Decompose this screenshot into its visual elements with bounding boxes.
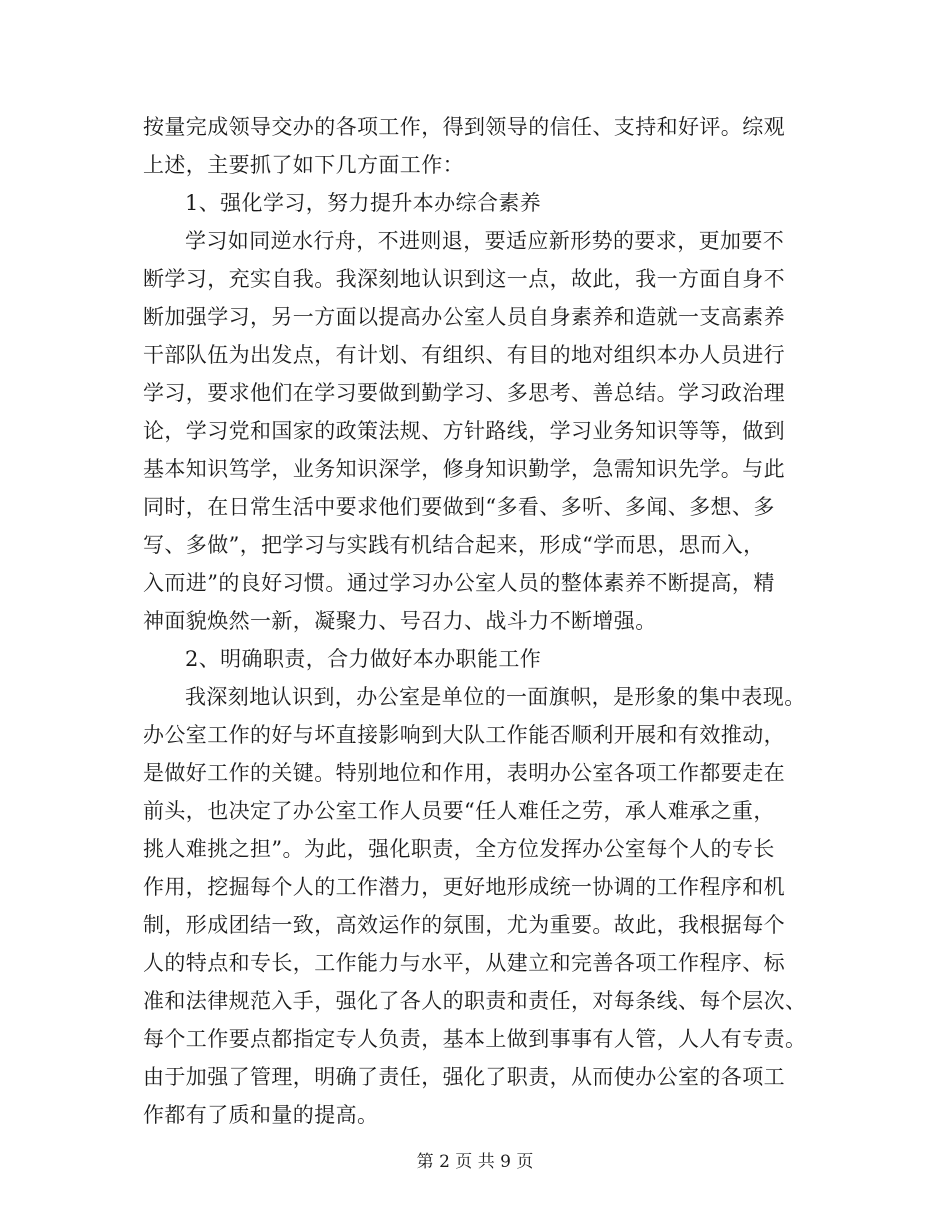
text-line: 干部队伍为出发点，有计划、有组织、有目的地对组织本办人员进行 — [143, 343, 785, 367]
text-line: 人的特点和专长，工作能力与水平，从建立和完善各项工作程序、标 — [143, 951, 785, 975]
text-line: 基本知识笃学，业务知识深学，修身知识勤学，急需知识先学。与此 — [143, 457, 785, 481]
text-line: 办公室工作的好与坏直接影响到大队工作能否顺利开展和有效推动， — [143, 723, 785, 747]
text-line: 同时，在日常生活中要求他们要做到“多看、多听、多闻、多想、多 — [143, 495, 775, 519]
page-number-footer: 第 2 页 共 9 页 — [416, 1152, 534, 1172]
text-line: 准和法律规范入手，强化了各人的职责和责任，对每条线、每个层次、 — [143, 989, 807, 1013]
text-line: 入而进”的良好习惯。通过学习办公室人员的整体素养不断提高，精 — [143, 571, 775, 595]
text-line: 是做好工作的关键。特别地位和作用，表明办公室各项工作都要走在 — [143, 761, 785, 785]
text-line: 断学习，充实自我。我深刻地认识到这一点，故此，我一方面自身不 — [143, 267, 785, 291]
text-line: 上述，主要抓了如下几方面工作： — [143, 153, 464, 177]
text-line: 制，形成团结一致，高效运作的氛围，尤为重要。故此，我根据每个 — [143, 913, 785, 937]
text-line: 断加强学习，另一方面以提高办公室人员自身素养和造就一支高素养 — [143, 305, 785, 329]
text-line: 神面貌焕然一新，凝聚力、号召力、战斗力不断增强。 — [143, 609, 657, 633]
text-line: 每个工作要点都指定专人负责，基本上做到事事有人管，人人有专责。 — [143, 1027, 807, 1051]
text-line: 作用，挖掘每个人的工作潜力，更好地形成统一协调的工作程序和机 — [143, 875, 785, 899]
text-line: 写、多做”，把学习与实践有机结合起来，形成“学而思，思而入， — [143, 533, 765, 557]
text-line: 前头，也决定了办公室工作人员要“任人难任之劳，承人难承之重， — [143, 799, 775, 823]
text-line: 由于加强了管理，明确了责任，强化了职责，从而使办公室的各项工 — [143, 1065, 785, 1089]
text-line: 挑人难挑之担”。为此，强化职责，全方位发挥办公室每个人的专长 — [143, 837, 775, 861]
document-body — [143, 108, 807, 1134]
text-line: 按量完成领导交办的各项工作，得到领导的信任、支持和好评。综观 — [143, 115, 785, 139]
paragraph-start: 学习如同逆水行舟，不进则退，要适应新形势的要求，更加要不 — [185, 229, 785, 253]
text-line: 论，学习党和国家的政策法规、方针路线，学习业务知识等等，做到 — [143, 419, 785, 443]
text-line: 学习，要求他们在学习要做到勤学习、多思考、善总结。学习政治理 — [143, 381, 785, 405]
text-line: 作都有了质和量的提高。 — [143, 1103, 379, 1127]
section-heading: 1、强化学习，努力提升本办综合素养 — [185, 191, 542, 215]
section-heading: 2、明确职责，合力做好本办职能工作 — [185, 647, 542, 671]
paragraph-start: 我深刻地认识到，办公室是单位的一面旗帜，是形象的集中表现。 — [185, 685, 806, 709]
